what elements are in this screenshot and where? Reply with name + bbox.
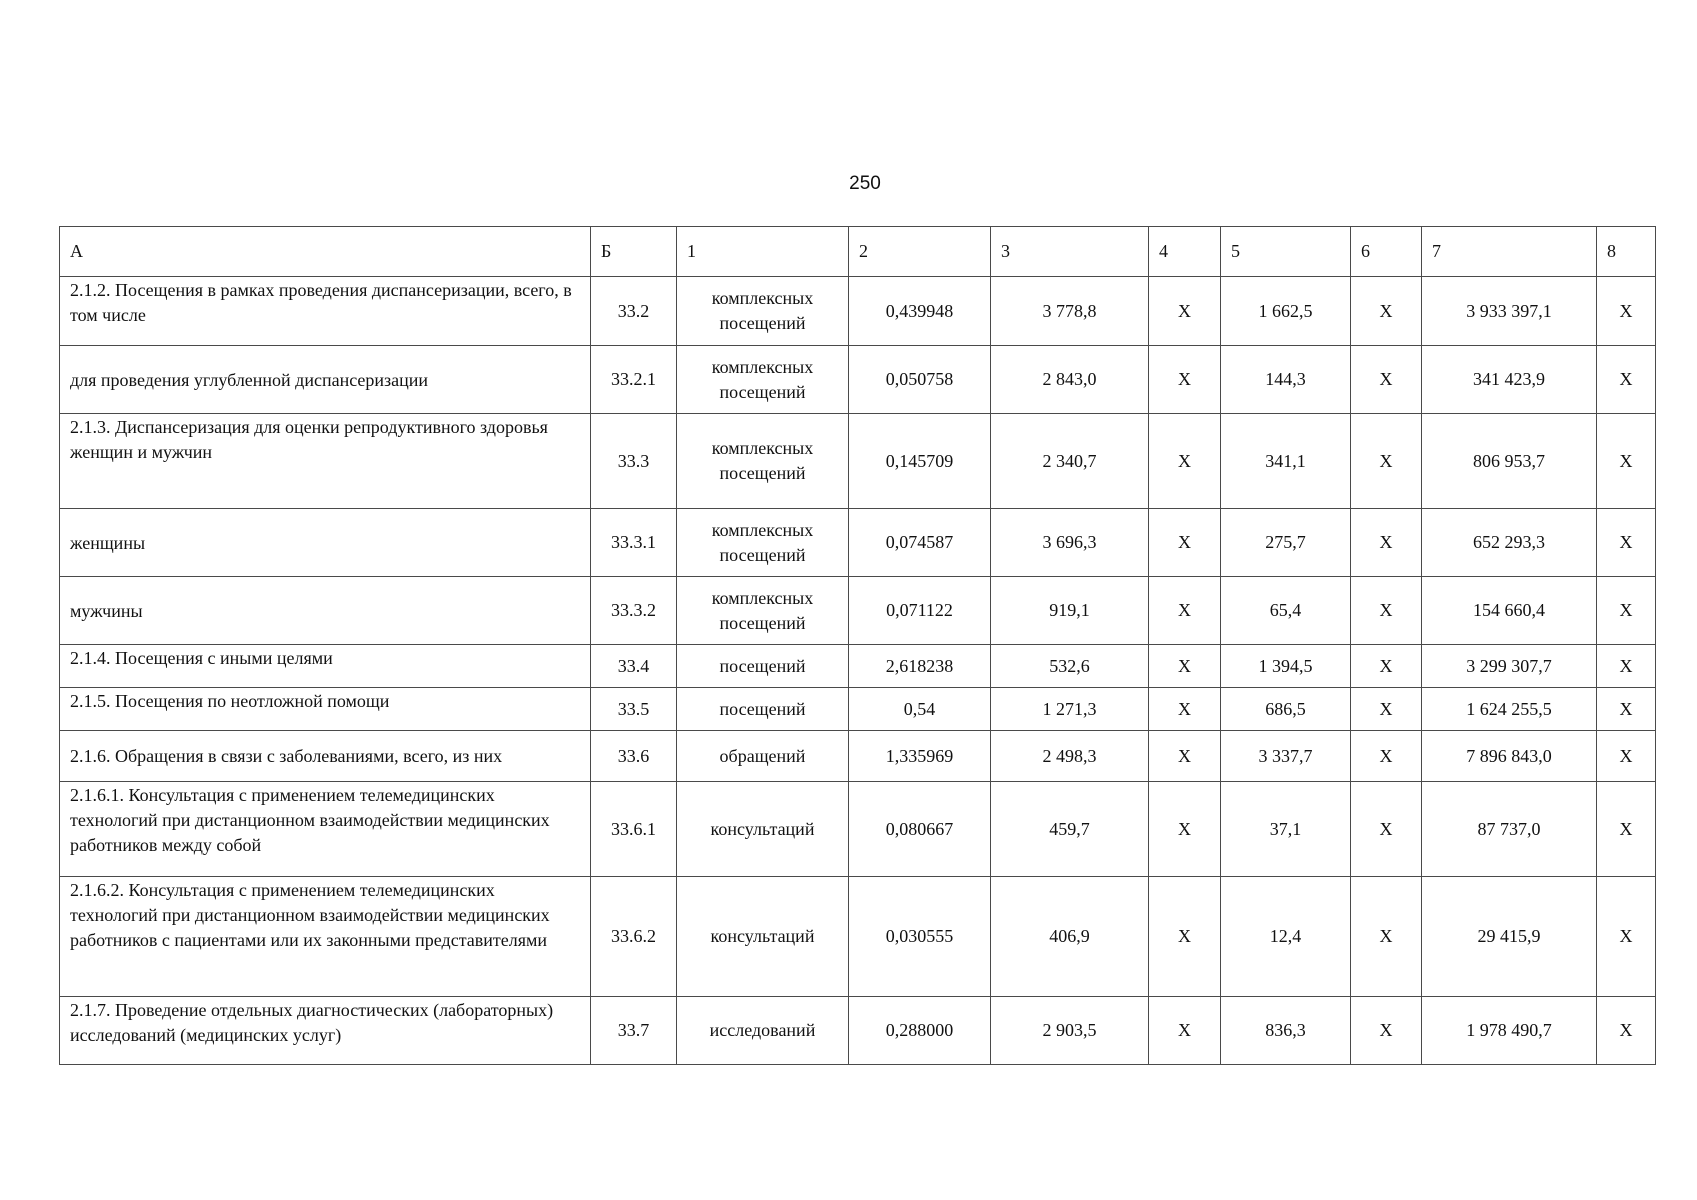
row-value-2: 1,335969 <box>849 731 991 782</box>
column-header: 8 <box>1597 227 1656 277</box>
row-code: 33.2.1 <box>591 346 677 414</box>
row-value-6: Х <box>1351 346 1422 414</box>
row-value-4: Х <box>1149 346 1221 414</box>
row-label: 2.1.2. Посещения в рамках проведения диспансеризации, всего, в том числе <box>60 277 591 346</box>
row-value-7: 3 299 307,7 <box>1422 645 1597 688</box>
row-value-6: Х <box>1351 577 1422 645</box>
row-value-8: Х <box>1597 645 1656 688</box>
row-unit: комплексных посещений <box>677 346 849 414</box>
row-value-2: 0,071122 <box>849 577 991 645</box>
row-value-4: Х <box>1149 688 1221 731</box>
row-label: 2.1.5. Посещения по неотложной помощи <box>60 688 591 731</box>
row-label: 2.1.6.2. Консультация с применением телемедицинских технологий при дистанционном взаимодействии медицинских работников с пациентами или их законными представителями <box>60 877 591 997</box>
table-row <box>60 877 1656 997</box>
row-value-7: 652 293,3 <box>1422 509 1597 577</box>
row-label: 2.1.7. Проведение отдельных диагностических (лабораторных) исследований (медицинских услуг) <box>60 997 591 1065</box>
row-value-2: 0,050758 <box>849 346 991 414</box>
row-unit: комплексных посещений <box>677 414 849 509</box>
row-value-8: Х <box>1597 688 1656 731</box>
row-value-6: Х <box>1351 997 1422 1065</box>
row-unit: консультаций <box>677 782 849 877</box>
row-value-8: Х <box>1597 414 1656 509</box>
row-value-4: Х <box>1149 782 1221 877</box>
row-value-2: 2,618238 <box>849 645 991 688</box>
row-code: 33.3.2 <box>591 577 677 645</box>
row-value-3: 2 498,3 <box>991 731 1149 782</box>
column-header: 2 <box>849 227 991 277</box>
row-value-3: 3 696,3 <box>991 509 1149 577</box>
row-value-8: Х <box>1597 509 1656 577</box>
row-value-7: 87 737,0 <box>1422 782 1597 877</box>
row-value-2: 0,080667 <box>849 782 991 877</box>
row-value-6: Х <box>1351 688 1422 731</box>
row-value-5: 1 394,5 <box>1221 645 1351 688</box>
row-value-5: 12,4 <box>1221 877 1351 997</box>
row-unit: исследований <box>677 997 849 1065</box>
row-unit: комплексных посещений <box>677 277 849 346</box>
column-header: 7 <box>1422 227 1597 277</box>
table-row <box>60 782 1656 877</box>
row-code: 33.6 <box>591 731 677 782</box>
row-code: 33.6.2 <box>591 877 677 997</box>
table-row <box>60 509 1656 577</box>
row-value-2: 0,030555 <box>849 877 991 997</box>
row-value-5: 144,3 <box>1221 346 1351 414</box>
row-value-3: 2 340,7 <box>991 414 1149 509</box>
row-value-5: 341,1 <box>1221 414 1351 509</box>
row-code: 33.6.1 <box>591 782 677 877</box>
row-value-2: 0,145709 <box>849 414 991 509</box>
row-value-8: Х <box>1597 577 1656 645</box>
row-value-5: 275,7 <box>1221 509 1351 577</box>
row-value-8: Х <box>1597 877 1656 997</box>
row-value-5: 3 337,7 <box>1221 731 1351 782</box>
row-value-6: Х <box>1351 509 1422 577</box>
row-unit: обращений <box>677 731 849 782</box>
row-value-4: Х <box>1149 645 1221 688</box>
row-value-6: Х <box>1351 645 1422 688</box>
row-value-7: 1 978 490,7 <box>1422 997 1597 1065</box>
row-code: 33.4 <box>591 645 677 688</box>
row-value-4: Х <box>1149 577 1221 645</box>
row-value-2: 0,288000 <box>849 997 991 1065</box>
row-value-3: 3 778,8 <box>991 277 1149 346</box>
row-unit: комплексных посещений <box>677 509 849 577</box>
row-value-6: Х <box>1351 782 1422 877</box>
row-value-5: 836,3 <box>1221 997 1351 1065</box>
row-value-2: 0,54 <box>849 688 991 731</box>
row-code: 33.2 <box>591 277 677 346</box>
column-header: 3 <box>991 227 1149 277</box>
row-value-5: 37,1 <box>1221 782 1351 877</box>
row-value-4: Х <box>1149 414 1221 509</box>
table-row <box>60 645 1656 688</box>
row-code: 33.7 <box>591 997 677 1065</box>
row-unit: комплексных посещений <box>677 577 849 645</box>
table-row <box>60 277 1656 346</box>
table-row <box>60 577 1656 645</box>
row-value-3: 2 843,0 <box>991 346 1149 414</box>
data-table <box>59 226 1656 1065</box>
row-value-4: Х <box>1149 509 1221 577</box>
row-value-8: Х <box>1597 731 1656 782</box>
row-label: мужчины <box>60 577 591 645</box>
column-header: А <box>60 227 591 277</box>
row-value-7: 29 415,9 <box>1422 877 1597 997</box>
row-unit: консультаций <box>677 877 849 997</box>
row-value-2: 0,074587 <box>849 509 991 577</box>
column-header: Б <box>591 227 677 277</box>
row-label: женщины <box>60 509 591 577</box>
column-header: 5 <box>1221 227 1351 277</box>
table-row <box>60 731 1656 782</box>
row-value-5: 686,5 <box>1221 688 1351 731</box>
table-row <box>60 997 1656 1065</box>
row-value-6: Х <box>1351 414 1422 509</box>
row-value-5: 1 662,5 <box>1221 277 1351 346</box>
row-value-4: Х <box>1149 877 1221 997</box>
row-value-7: 341 423,9 <box>1422 346 1597 414</box>
column-header: 6 <box>1351 227 1422 277</box>
row-code: 33.3.1 <box>591 509 677 577</box>
table-row <box>60 688 1656 731</box>
row-unit: посещений <box>677 645 849 688</box>
row-value-7: 806 953,7 <box>1422 414 1597 509</box>
row-value-8: Х <box>1597 346 1656 414</box>
row-value-8: Х <box>1597 782 1656 877</box>
row-code: 33.5 <box>591 688 677 731</box>
row-label: 2.1.6.1. Консультация с применением телемедицинских технологий при дистанционном взаимодействии медицинских работников между собой <box>60 782 591 877</box>
row-unit: посещений <box>677 688 849 731</box>
row-value-3: 459,7 <box>991 782 1149 877</box>
row-value-4: Х <box>1149 731 1221 782</box>
row-value-3: 406,9 <box>991 877 1149 997</box>
row-value-7: 3 933 397,1 <box>1422 277 1597 346</box>
row-code: 33.3 <box>591 414 677 509</box>
row-value-3: 2 903,5 <box>991 997 1149 1065</box>
row-value-6: Х <box>1351 277 1422 346</box>
row-value-3: 532,6 <box>991 645 1149 688</box>
row-value-5: 65,4 <box>1221 577 1351 645</box>
table-row <box>60 346 1656 414</box>
row-value-8: Х <box>1597 277 1656 346</box>
page-number: 250 <box>849 173 881 194</box>
table-row <box>60 414 1656 509</box>
column-header: 1 <box>677 227 849 277</box>
row-value-4: Х <box>1149 997 1221 1065</box>
row-value-3: 919,1 <box>991 577 1149 645</box>
row-value-2: 0,439948 <box>849 277 991 346</box>
table-header-row <box>60 227 1656 277</box>
row-label: 2.1.3. Диспансеризация для оценки репродуктивного здоровья женщин и мужчин <box>60 414 591 509</box>
row-value-7: 7 896 843,0 <box>1422 731 1597 782</box>
row-value-7: 1 624 255,5 <box>1422 688 1597 731</box>
row-value-8: Х <box>1597 997 1656 1065</box>
row-value-4: Х <box>1149 277 1221 346</box>
row-label: 2.1.4. Посещения с иными целями <box>60 645 591 688</box>
row-value-6: Х <box>1351 877 1422 997</box>
row-value-3: 1 271,3 <box>991 688 1149 731</box>
row-value-7: 154 660,4 <box>1422 577 1597 645</box>
row-label: 2.1.6. Обращения в связи с заболеваниями, всего, из них <box>60 731 591 782</box>
row-value-6: Х <box>1351 731 1422 782</box>
column-header: 4 <box>1149 227 1221 277</box>
row-label: для проведения углубленной диспансеризации <box>60 346 591 414</box>
